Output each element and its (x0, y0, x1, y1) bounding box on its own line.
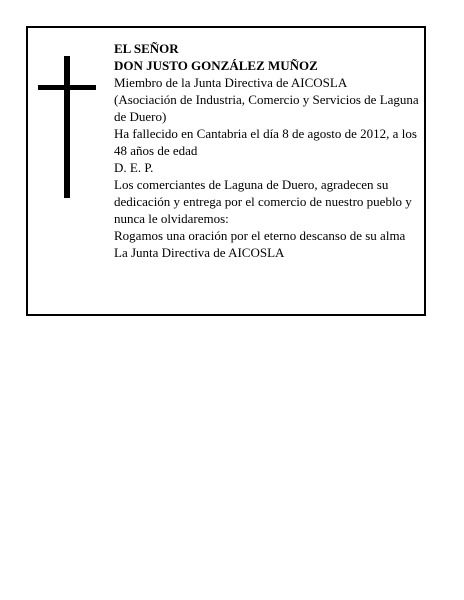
notice-title-line2: DON JUSTO GONZÁLEZ MUÑOZ (114, 58, 318, 73)
cross-horizontal-bar (38, 85, 96, 90)
notice-signature-line: La Junta Directiva de AICOSLA (114, 245, 285, 260)
latin-cross-icon (38, 56, 96, 198)
notice-title-line1: EL SEÑOR (114, 41, 179, 56)
obituary-notice (26, 26, 426, 316)
notice-dep-line: D. E. P. (114, 160, 154, 175)
notice-death-line: Ha fallecido en Cantabria el día 8 de agosto de 2012, a los 48 años de edad (114, 126, 417, 158)
notice-member-line: Miembro de la Junta Directiva de AICOSLA (114, 75, 348, 90)
notice-prayer-line: Rogamos una oración por el eterno descanso de su alma (114, 228, 406, 243)
notice-thanks-line: Los comerciantes de Laguna de Duero, agradecen su dedicación y entrega por el comercio de nuestro pueblo y nunca le olvidaremos: (114, 177, 412, 226)
notice-association-line: (Asociación de Industria, Comercio y Servicios de Laguna de Duero) (114, 92, 419, 124)
notice-text (114, 40, 424, 261)
cross-vertical-bar (64, 56, 70, 198)
